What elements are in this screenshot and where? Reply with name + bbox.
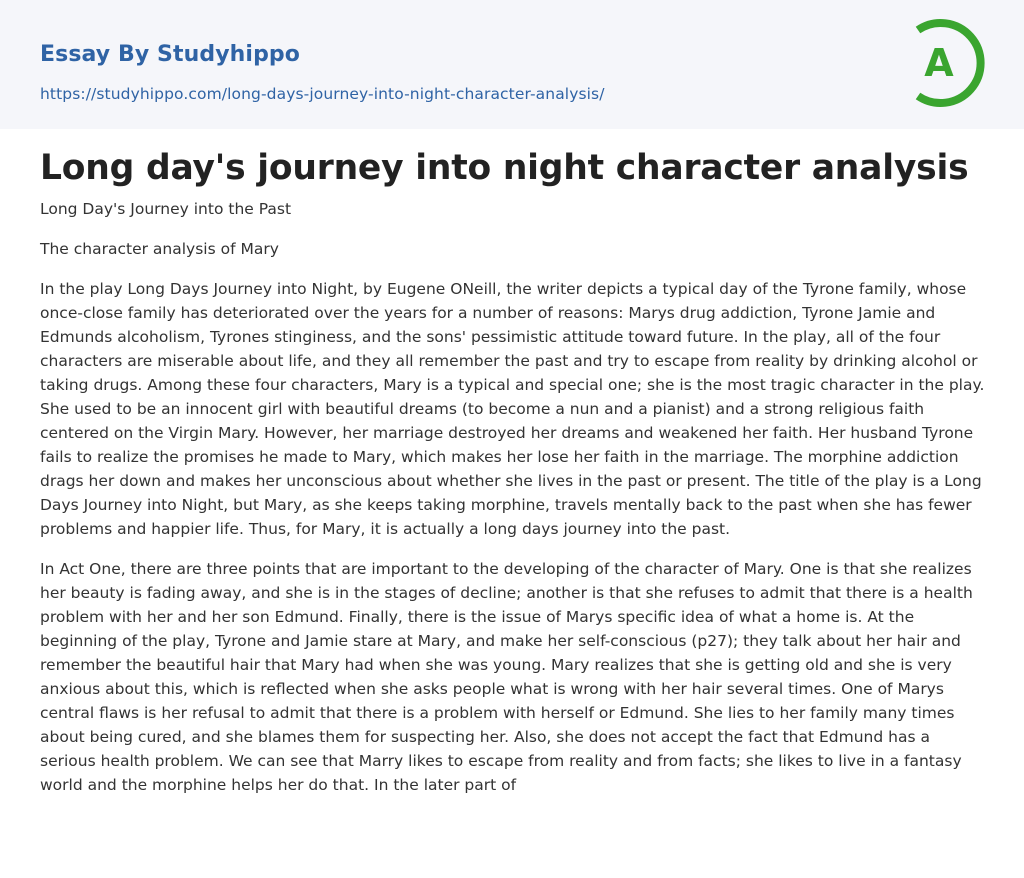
article-subtitle: Long Day's Journey into the Past (40, 200, 292, 218)
site-header (0, 0, 1024, 129)
studyhippo-logo-icon[interactable] (910, 18, 990, 108)
article-paragraph: In Act One, there are three points that are important to the developing of the character of Mary. One is that she realizes her beauty is fading away, and she is in the stages of decline; another is that she refuses to admit that there is a health problem with her and her son Edmund. Finally, there is the issue of Marys specific idea of what a home is. At the beginning of the play, Tyrone and Jamie stare at Mary, and make her self-conscious (p27); they talk about her hair and remember the beautiful hair that Mary had when she was young. Mary realizes that she is getting old and she is very anxious about this, which is reflected when she asks people what is wrong with her hair several times. One of Marys central flaws is her refusal to admit that there is a problem with herself or Edmund. She lies to her family many times about being cured, and she blames them for suspecting her. Also, she does not accept the fact that Edmund has a serious health problem. We can see that Marry likes to escape from reality and from facts; she likes to live in a fantasy world and the morphine helps her do that. In the later part of (40, 560, 973, 794)
article-title: Long day's journey into night character analysis (40, 148, 969, 188)
article-paragraph: The character analysis of Mary (40, 240, 279, 258)
article-paragraph: In the play Long Days Journey into Night, by Eugene ONeill, the writer depicts a typical day of the Tyrone family, whose once-close family has deteriorated over the years for a number of reasons: Marys drug addiction, Tyrone Jamie and Edmunds alcoholism, Tyrones stinginess, and the sons' pessimistic attitude toward future. In the play, all of the four characters are miserable about life, and they all remember the past and try to escape from reality by drinking alcohol or taking drugs. Among these four characters, Mary is a typical and special one; she is the most tragic character in the play. She used to be an innocent girl with beautiful dreams (to become a nun and a pianist) and a strong religious faith centered on the Virgin Mary. However, her marriage destroyed her dreams and weakened her faith. Her husband Tyrone fails to realize the promises he made to Mary, which makes her lose her faith in the marriage. The morphine addiction drags her down and makes her unconscious about whether she lives in the past or present. The title of the play is a Long Days Journey into Night, but Mary, as she keeps taking morphine, travels mentally back to the past when she has fewer problems and happier life. Thus, for Mary, it is actually a long days journey into the past. (40, 280, 985, 538)
logo-letter: A (924, 41, 954, 85)
essay-url-link[interactable]: https://studyhippo.com/long-days-journey-into-night-character-analysis/ (40, 85, 605, 103)
article (40, 146, 986, 797)
brand-title[interactable]: Essay By Studyhippo (40, 42, 300, 67)
